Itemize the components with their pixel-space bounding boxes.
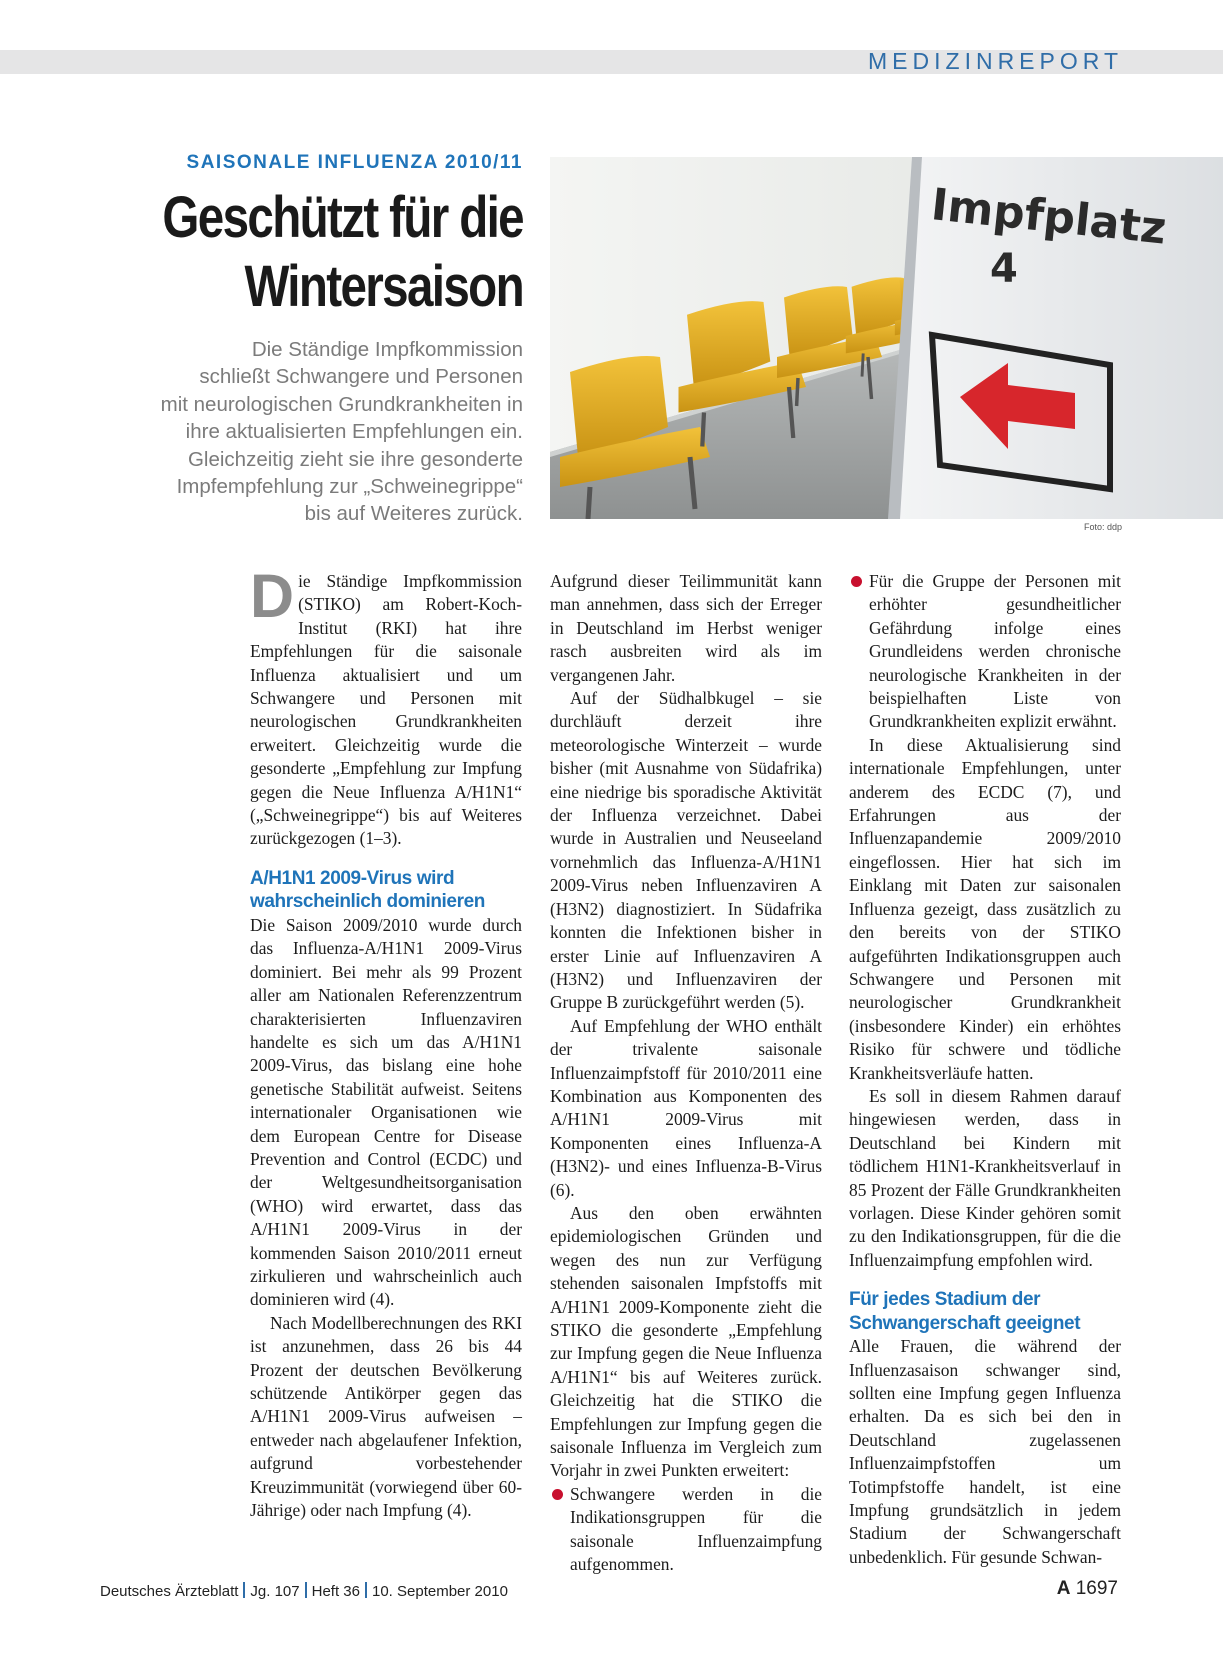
body-paragraph: In diese Aktualisierung sind internationale Empfehlungen, unter anderem des ECDC (7), und Erfahrungen aus der Influenzapandemie 2009/2010 eingeflossen. Hier hat sich im Einklang mit Daten zur saisonalen Influenza gezeigt, dass zusätzlich zu den bereits von der STIKO aufgeführten Indikationsgruppen auch Schwangere und Personen mit neurologischer Grundkrankheit (insbesondere Kinder) ein erhöhtes Risiko für schwere und tödliche Krankheitsverläufe hatten. xyxy=(849,734,1121,1083)
headline-line: Wintersaison xyxy=(244,254,523,319)
body-paragraph: Aufgrund dieser Teilimmunität kann man annehmen, dass sich der Erreger in Deutschland im Herbst weniger rasch ausbreiten wird als im vergangenen Jahr. xyxy=(550,571,822,685)
page-prefix: A xyxy=(1056,1578,1071,1599)
waiting-room-photo xyxy=(550,157,1223,519)
footer-separator xyxy=(305,1582,307,1598)
body-paragraph: Es soll in diesem Rahmen darauf hingewiesen werden, dass in Deutschland bei Kindern mit tödlichem H1N1-Krankheitsverlauf in 85 Prozent der Fälle Grundkrankheiten vorlagen. Diese Kinder gehören somit zu den Indikationsgruppen, für die die Influenzaimpfung empfohlen wird. xyxy=(849,1085,1121,1270)
bullet-dot-icon xyxy=(552,1489,563,1500)
lead-line: Impfempfehlung zur „Schweinegrippe“ xyxy=(176,475,523,499)
section-label: MEDIZINREPORT xyxy=(868,48,1123,74)
body-paragraph: Aus den oben erwähnten epidemiologischen Gründen und wegen des nun zur Verfügung stehenden saisonalen Impfstoffs mit A/H1N1 2009-Komponente zieht die STIKO die gesonderte „Empfehlung zur Impfung gegen die Neue Influenza A/H1N1“ bis auf Weiteres zurück. Gleichzeitig hat die STIKO die Empfehlungen zur Impfung gegen die saisonale Influenza im Vergleich zum Vorjahr in zwei Punkten erweitert: xyxy=(550,1202,822,1481)
article-headline xyxy=(146,183,523,321)
page-footer xyxy=(100,1582,508,1600)
lead-line: Gleichzeitig zieht sie ihre gesonderte xyxy=(187,447,523,471)
drop-cap: D xyxy=(250,562,295,630)
footer-separator xyxy=(243,1582,245,1598)
lead-line: bis auf Weiteres zurück. xyxy=(304,502,523,526)
subheading: Für jedes Stadium der Schwangerschaft geeignet xyxy=(849,1289,1081,1334)
body-paragraph: Alle Frauen, die während der Influenzasaison schwanger sind, sollten eine Impfung gegen Influenza erhalten. Da es sich bei den in Deutschland zugelassenen Influenzaimpfstoffen um Totimpfstoffe handelt, ist eine Impfung grundsätzlich in jedem Stadium der Schwangerschaft unbedenklich. Für gesunde Schwan- xyxy=(849,1336,1121,1567)
photo-credit: Foto: ddp xyxy=(1083,522,1122,532)
impfplatz-sign xyxy=(888,157,1223,519)
lead-line: Die Ständige Impfkommission xyxy=(251,338,523,361)
body-paragraph xyxy=(250,562,522,851)
page-number-value: 1697 xyxy=(1075,1578,1118,1599)
body-paragraph: Auf der Südhalbkugel – sie durchläuft derzeit ihre meteorologische Winterzeit – wurde bisher (mit Ausnahme von Südafrika) eine niedrige bis sporadische Aktivität der Influenza verzeichnet. Dabei wurde in Australien und Neuseeland vornehmlich das Influenza-A/H1N1 2009-Virus neben Influenzaviren A (H3N2) diagnostiziert. In Südafrika konnten die Infektionen bisher in erster Linie auf Influenzaviren A (H3N2) und Influenzaviren der Gruppe B zurückgeführt werden (5). xyxy=(550,688,822,1013)
photo-illustration xyxy=(550,157,1223,519)
lead-line: mit neurologischen Grundkrankheiten in xyxy=(160,392,523,416)
journal-issue: Heft 36 xyxy=(311,1583,360,1600)
journal-name: Deutsches Ärzteblatt xyxy=(100,1583,239,1600)
journal-volume: Jg. 107 xyxy=(250,1583,300,1600)
text-column-3 xyxy=(849,570,1121,1569)
bullet-text: Für die Gruppe der Personen mit erhöhter gesundheitlicher Gefährdung infolge eines Grundleidens werden chronische neurologische Krankheiten in der beispielhaften Liste von Grundkrankheiten explizit erwähnt. xyxy=(869,571,1121,732)
headline-line: Geschützt für die xyxy=(162,185,523,250)
issue-date: 10. September 2010 xyxy=(372,1583,508,1600)
article-lead xyxy=(93,336,523,528)
body-paragraph: Nach Modellberechnungen des RKI ist anzunehmen, dass 26 bis 44 Prozent der deutschen Bevölkerung schützende Antikörper gegen das A/H1N1 2009-Virus aufweisen – entweder nach abgelaufener Infektion, aufgrund vorbestehender Kreuzimmunität (vorwiegend über 60-Jährige) oder nach Impfung (4). xyxy=(250,1312,522,1521)
article-kicker: SAISONALE INFLUENZA 2010/11 xyxy=(186,152,523,173)
footer-separator xyxy=(365,1582,367,1598)
bullet-text: Schwangere werden in die Indikationsgruppen für die saisonale Influenzaimpfung aufgenommen. xyxy=(570,1483,822,1575)
sign-text-line1: Impfplatz xyxy=(928,179,1169,255)
paragraph-text: ie Ständige Impfkommission (STIKO) am Robert-Koch-Institut (RKI) hat ihre Empfehlungen für die saisonale Influenza aktualisiert und um Schwangere und Personen mit neurologischen Grundkrankheiten erweitert. Gleichzeitig wurde die gesonderte „Empfehlung zur Impfung gegen die Neue Influenza A/H1N1“ („Schweinegrippe“) bis auf Weiteres zurückgezogen (1–3). xyxy=(250,571,522,849)
bullet-item xyxy=(849,570,1121,734)
body-paragraph: Auf Empfehlung der WHO enthält der trivalente saisonale Influenzaimpfstoff für 2010/2011 eine Kombination aus Komponenten des A/H1N1 2009-Virus mit Komponenten eines Influenza-A (H3N2)- und eines Influenza-B-Virus (6). xyxy=(550,1015,822,1200)
text-column-2 xyxy=(550,570,822,1576)
lead-line: schließt Schwangere und Personen xyxy=(199,365,523,389)
page-number xyxy=(1057,1578,1118,1600)
sign-text-line2: 4 xyxy=(990,246,1018,292)
text-column-1 xyxy=(250,562,522,1522)
subheading: A/H1N1 2009-Virus wird wahrscheinlich dominieren xyxy=(250,867,485,913)
body-paragraph: Die Saison 2009/2010 wurde durch das Influenza-A/H1N1 2009-Virus dominiert. Bei mehr als 99 Prozent aller am Nationalen Referenzzentrum charakterisierten Influenzaviren handelte es sich um das A/H1N1 2009-Virus, das bislang eine hohe genetische Stabilität aufweist. Seitens internationaler Organisationen wie dem European Centre for Disease Prevention and Control (ECDC) und der Weltgesundheitsorganisation (WHO) wird erwartet, dass das A/H1N1 2009-Virus in der kommenden Saison 2010/2011 erneut zirkulieren und wahrscheinlich auch dominieren wird (4). xyxy=(250,914,522,1310)
lead-line: ihre aktualisierten Empfehlungen ein. xyxy=(185,420,523,444)
bullet-item xyxy=(550,1483,822,1577)
bullet-dot-icon xyxy=(851,576,862,587)
